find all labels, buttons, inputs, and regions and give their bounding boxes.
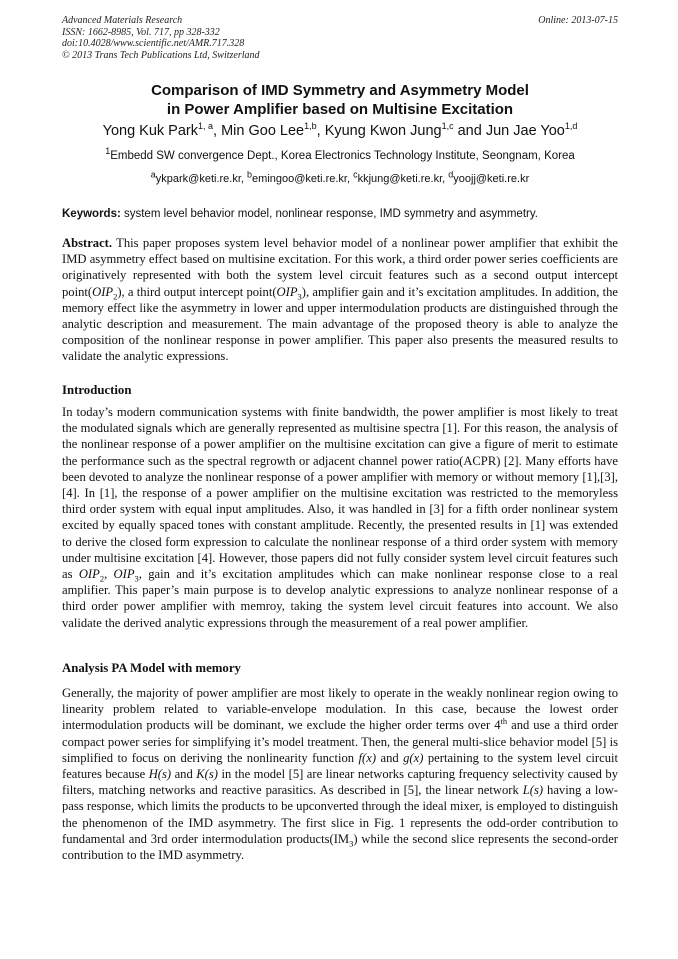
- author-emails: [62, 169, 618, 186]
- author-affil-sup: 1,c: [441, 121, 454, 132]
- affiliation: [62, 146, 618, 163]
- email-sup: b: [247, 169, 253, 180]
- abstract-text: This paper proposes system level behavior model of a nonlinear power amplifier that exhibit the IMD asymmetry effect based on multisine excitation. For this work, a third order power series coefficients are originatively represented with both the system level circuit features such as a second output intercept point(: [62, 236, 618, 299]
- paper-title: [62, 81, 618, 119]
- copyright-line: © 2013 Trans Tech Publications Ltd, Switzerland: [62, 49, 260, 61]
- body-text: and: [376, 750, 404, 765]
- oip-symbol: OIP: [92, 284, 114, 299]
- body-text: having a low-pass response, which limits the products to be upconverted through the ideal mixer, is employed to distinguish the phenomenon of the IMD asymmetry. The first slice in Fig. 1 represents the odd-order contribution to fundamental and 3rd order intermodulation products(IM: [62, 783, 618, 846]
- author-affil-sup: 1,b: [304, 121, 317, 132]
- body-text: pertaining to the system level circuit features because: [62, 750, 618, 782]
- function-symbol: L(s): [522, 783, 544, 798]
- abstract-label: Abstract.: [62, 236, 113, 250]
- author-name: Kyung Kwon Jung: [324, 123, 442, 139]
- analysis-paragraph: [62, 685, 618, 863]
- email-address: ykpark@keti.re.kr,: [155, 173, 248, 185]
- oip-symbol: OIP: [78, 567, 100, 582]
- introduction-paragraph: [62, 404, 618, 631]
- affiliation-sup: 1: [105, 146, 111, 157]
- body-text: and: [171, 767, 197, 782]
- journal-header: [62, 15, 618, 61]
- oip-symbol: OIP: [113, 567, 135, 582]
- analysis-heading: Analysis PA Model with memory: [62, 661, 241, 675]
- function-symbol: K(s): [196, 767, 218, 782]
- author-affil-sup: 1,d: [564, 121, 578, 132]
- email-sup: a: [150, 169, 156, 180]
- body-text: ) while the second slice represents the second-order contribution to the IMD asymmetry.: [62, 831, 618, 863]
- keywords-text: system level behavior model, nonlinear response, IMD symmetry and asymmetry.: [120, 208, 538, 220]
- oip-symbol: OIP: [276, 284, 298, 299]
- title-line-1: Comparison of IMD Symmetry and Asymmetry Model: [151, 82, 529, 99]
- author-separator: ,: [213, 123, 222, 139]
- function-symbol: H(s): [148, 767, 172, 782]
- subscript: 2: [113, 291, 118, 302]
- subscript: 3: [349, 838, 354, 849]
- subscript: 3: [297, 291, 302, 302]
- issn-line: ISSN: 1662-8985, Vol. 717, pp 328-332: [62, 26, 220, 38]
- body-text: in the model [5] are linear networks capturing frequency selectivity caused by filters, matching networks and reactive parasitics. As described in [5], the linear network: [62, 767, 618, 798]
- function-symbol: f(x): [358, 750, 377, 765]
- body-text: and use a third order compact power series for simplifying it’s model treatment. Then, the general multi-slice behavior model [5] is simplified to focus on deriving the nonlinearity function: [62, 718, 619, 765]
- affiliation-text: Embedd SW convergence Dept., Korea Electronics Technology Institute, Seongnam, Korea: [110, 150, 575, 162]
- email-address: kkjung@keti.re.kr,: [357, 173, 449, 185]
- keywords-label: Keywords:: [62, 208, 121, 220]
- author-name: Jun Jae Yoo: [485, 123, 565, 139]
- title-line-2: in Power Amplifier based on Multisine Excitation: [166, 101, 514, 118]
- abstract-paragraph: [62, 235, 618, 365]
- email-address: emingoo@keti.re.kr,: [252, 173, 354, 185]
- author-separator: and: [453, 123, 486, 139]
- subscript: 2: [99, 573, 105, 584]
- introduction-heading: Introduction: [62, 383, 132, 397]
- superscript: th: [500, 716, 508, 727]
- online-date: Online: 2013-07-15: [538, 15, 618, 26]
- author-name: Min Goo Lee: [221, 123, 305, 139]
- author-affil-sup: 1, a: [198, 121, 214, 132]
- subscript: 3: [134, 573, 139, 584]
- separator: ,: [104, 567, 114, 582]
- abstract-text: ), amplifier gain and it’s excitation amplitudes. In addition, the memory effect like the asymmetry in lower and upper intermodulation products are distinguished through the analytic description and measurement. The main advantage of the proposed theory is able to analyze the composition of the nonlinear response in power amplifier. This paper also presents the measured results to validate the analytic expressions.: [62, 284, 619, 364]
- body-text: In today’s modern communication systems with finite bandwidth, the power amplifier is most likely to treat the modulated signals which are generally represented as multisine spectra [1]. For this reason, the analysis of the nonlinear response of a power amplifier on the multisine excitation can give a figure of merit to estimate the performance such as the spectral regrowth or adjacent channel power ratio(ACPR) [2]. Many efforts have been devoted to analyze the nonlinear response of a power amplifier with memory or without memory [1],[3],[4]. In [1], the response of a power amplifier on the multisine excitation was restricted to the memoryless third order system with equal input amplitudes. Also, it was handled in [3] for a fifth order nonlinear system excited by equally spaced tones with constant amplitude. Recently, the presented results in [1] was extended to derive the closed form expression to calculate the nonlinear response of a third order system with memory under multisine excitation [4]. However, those papers did not fully consider system level circuit features such as: [62, 405, 618, 582]
- body-text: Generally, the majority of power amplifier are most likely to operate in the weakly nonlinear region owing to linearity problem related to variable-envelope modulation. In this case, because the lowest order intermodulation products will be dominant, we exclude the higher order terms over 4: [62, 686, 618, 733]
- function-symbol: g(x): [403, 750, 424, 765]
- email-sup: d: [448, 169, 454, 180]
- keywords: [62, 207, 618, 221]
- email-address: yoojj@keti.re.kr: [453, 173, 530, 185]
- abstract-text: ), a third output intercept point(: [117, 284, 277, 299]
- author-list: [62, 122, 618, 140]
- body-text: , gain and it’s excitation amplitudes which can make nonlinear response close to a real amplifier. This paper’s main purpose is to develop analytic expressions to analyze nonlinear response of a third order power amplifier with memroy, taking the system level circuit features into account. We also validate the derived analytic expressions through the measurement of a real power amplifier.: [62, 567, 619, 630]
- email-sup: c: [353, 169, 358, 180]
- journal-name: Advanced Materials Research: [62, 15, 183, 26]
- author-name: Yong Kuk Park: [102, 123, 198, 139]
- author-separator: ,: [316, 123, 325, 139]
- doi-line: doi:10.4028/www.scientific.net/AMR.717.328: [62, 38, 245, 49]
